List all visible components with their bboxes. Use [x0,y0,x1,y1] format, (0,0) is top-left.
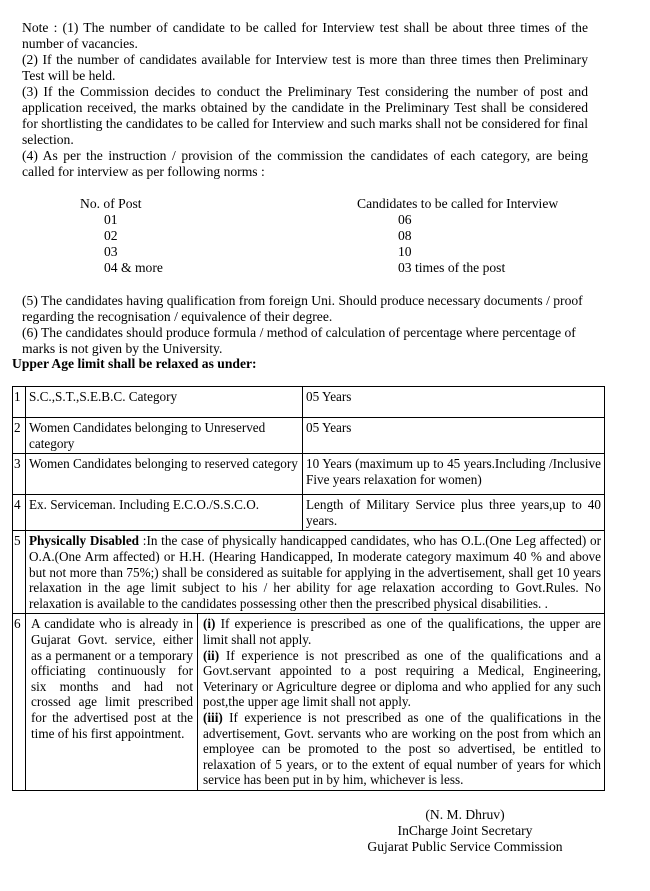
relaxation-cell: 05 Years [303,387,605,418]
row-number: 2 [13,418,26,454]
norms-post: 04 & more [104,260,163,275]
table-row [13,387,605,418]
trailing-mark: . [544,595,548,611]
norms-header-candidates: Candidates to be called for Interview [357,196,559,211]
physically-disabled-cell [26,531,605,614]
row-number: 6 [13,614,26,791]
age-relaxation-title: Upper Age limit shall be relaxed as under: [12,356,257,371]
row-number: 4 [13,495,26,531]
notes-section-2 [22,293,588,357]
age-relaxation-table [12,386,605,791]
note-2: (2) If the number of candidates available for Interview test is more than three times then Preliminary Test will be held. [22,52,588,83]
signature-block [360,807,570,855]
table-row [13,454,605,495]
clause-text: If experience is prescribed as one of the qualifications, the upper are limit shall not apply. [203,616,601,647]
relaxation-cell: Length of Military Service plus three years,up to 40 years. [303,495,605,531]
interview-norms-table [80,196,580,276]
row-number: 5 [13,531,26,614]
clause-label: (i) [203,616,216,632]
physically-disabled-text: :In the case of physically handicapped candidates, who has O.L.(One Leg affected) or O.A.(One Arm affected) or H.H. (Hearing Handicapped, In moderate category maximum 40 % and above but not more than 75%;) shall be considered as suitable for applying in the advertisement, shall get 10 years relaxation in the age limit subject to his / her ability for age relaxation according to Govt.Rules. No relaxation is available to the candidates possessing other then the prescribed physical disabilities. [29,533,602,611]
relaxation-cell: 10 Years (maximum up to 45 years.Including /Inclusive Five years relaxation for women) [303,454,605,495]
clause-label: (ii) [203,647,220,663]
clause-text: If experience is not prescribed as one of the qualifications in the advertisement, Govt. servants who are working on the post from which an employee can be promoted to the post so advertised, be entitled to relaxation of 5 years, or to the extent of equal number of years for which service has been put in by him, whichever is less. [203,709,601,788]
physically-disabled-heading: Physically Disabled [29,533,140,549]
norms-row [80,228,580,244]
category-cell: Women Candidates belonging to reserved category [26,454,303,495]
category-cell: Women Candidates belonging to Unreserved category [26,418,303,454]
norms-candidates: 03 times of the post [398,260,506,275]
clause-text: If experience is not prescribed as one of the qualifications and a Govt.servant appointed to a post requiring a Medical, Engineering, Veterinary or Agriculture degree or diploma and who applied for any such post,the upper age limit shall not apply. [203,647,602,710]
signatory-organization: Gujarat Public Service Commission [367,839,563,854]
note-4: (4) As per the instruction / provision of the commission the candidates of each category, are being called for interview as per following norms : [22,148,588,179]
norms-header [80,196,580,212]
signatory-designation: InCharge Joint Secretary [397,823,533,838]
table-row [13,531,605,614]
norms-candidates: 08 [398,228,412,243]
note-1: Note : (1) The number of candidate to be called for Interview test shall be about three times of the number of vacancies. [22,20,588,51]
note-5: (5) The candidates having qualification from foreign Uni. Should produce necessary documents / proof regarding the recognisation / equivalence of their degree. [22,293,583,324]
signatory-name: (N. M. Dhruv) [425,807,505,822]
govt-servant-left: A candidate who is already in Gujarat Govt. service, either as a permanent or a temporary officiating continuously for six months and had not crossed age limit prescribed for the advertised post at the time of his first appointment. [26,614,198,790]
row-number: 3 [13,454,26,495]
note-3: (3) If the Commission decides to conduct the Preliminary Test considering the number of post and application received, the marks obtained by the candidate in the Preliminary Test shall be considered for shortlisting the candidates to be called for Interview and such marks shall not be considered for final selection. [22,84,588,147]
norms-row [80,244,580,260]
notes-section [22,20,588,180]
norms-candidates: 10 [398,244,412,259]
norms-row [80,260,580,276]
norms-header-post: No. of Post [80,196,142,211]
row-number: 1 [13,387,26,418]
norms-candidates: 06 [398,212,412,227]
norms-row [80,212,580,228]
table-row [13,495,605,531]
norms-post: 03 [104,244,118,259]
govt-servant-split [26,614,604,790]
clause-label: (iii) [203,709,223,725]
govt-servant-clauses [198,614,604,790]
table-row [13,418,605,454]
norms-post: 02 [104,228,118,243]
category-cell: S.C.,S.T.,S.E.B.C. Category [26,387,303,418]
note-6: (6) The candidates should produce formula / method of calculation of percentage where percentage of marks is not given by the University. [22,325,576,356]
relaxation-cell: 05 Years [303,418,605,454]
govt-servant-cell [26,614,605,791]
category-cell: Ex. Serviceman. Including E.C.O./S.S.C.O. [26,495,303,531]
table-row [13,614,605,791]
norms-post: 01 [104,212,118,227]
